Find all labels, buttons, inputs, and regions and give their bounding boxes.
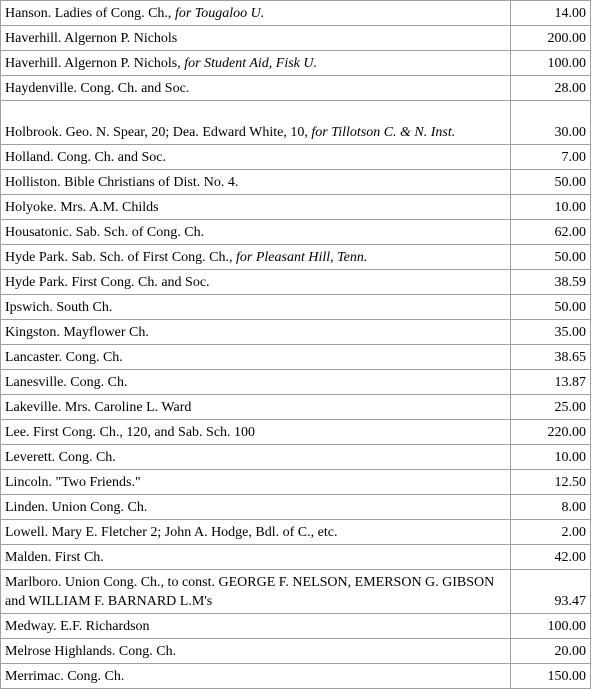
table-row	[1, 270, 591, 295]
table-row	[1, 545, 591, 570]
amount-text: 20.00	[554, 644, 586, 659]
donor-cell	[1, 639, 511, 664]
donor-text: Leverett. Cong. Ch.	[5, 450, 116, 465]
donor-cell	[1, 245, 511, 270]
donor-text: Lanesville. Cong. Ch.	[5, 375, 128, 390]
table-row	[1, 614, 591, 639]
amount-cell	[511, 395, 591, 420]
table-row	[1, 395, 591, 420]
amount-cell	[511, 614, 591, 639]
amount-cell	[511, 51, 591, 76]
donor-text: Merrimac. Cong. Ch.	[5, 669, 125, 684]
amount-cell	[511, 520, 591, 545]
table-row	[1, 1, 591, 26]
donor-cell	[1, 470, 511, 495]
donor-text: Marlboro. Union Cong. Ch., to const. GEORGE F. NELSON, EMERSON G. GIBSON and WILLIAM F. BARNARD L.M's	[5, 575, 495, 609]
amount-text: 93.47	[554, 594, 586, 609]
donor-text: Holliston. Bible Christians of Dist. No. 4.	[5, 175, 239, 190]
donor-cell	[1, 270, 511, 295]
donor-cell	[1, 395, 511, 420]
amount-text: 200.00	[547, 31, 586, 46]
donor-text: Holbrook. Geo. N. Spear, 20; Dea. Edward White, 10,	[5, 125, 312, 140]
amount-cell	[511, 1, 591, 26]
donor-cell	[1, 170, 511, 195]
donor-text: Holyoke. Mrs. A.M. Childs	[5, 200, 159, 215]
donor-cell	[1, 520, 511, 545]
table-row	[1, 195, 591, 220]
amount-text: 35.00	[554, 325, 586, 340]
amount-cell	[511, 345, 591, 370]
amount-cell	[511, 545, 591, 570]
amount-text: 13.87	[554, 375, 586, 390]
amount-text: 100.00	[547, 56, 586, 71]
amount-text: 25.00	[554, 400, 586, 415]
table-row	[1, 145, 591, 170]
amount-text: 7.00	[561, 150, 586, 165]
amount-text: 12.50	[554, 475, 586, 490]
amount-text: 38.65	[554, 350, 586, 365]
donor-text: Kingston. Mayflower Ch.	[5, 325, 149, 340]
amount-cell	[511, 445, 591, 470]
table-row	[1, 520, 591, 545]
table-row	[1, 26, 591, 51]
amount-cell	[511, 420, 591, 445]
donor-text: Medway. E.F. Richardson	[5, 619, 150, 634]
amount-text: 150.00	[547, 669, 586, 684]
donor-cell	[1, 370, 511, 395]
amount-cell	[511, 320, 591, 345]
donor-cell	[1, 664, 511, 689]
table-row	[1, 295, 591, 320]
table-row	[1, 245, 591, 270]
table-row	[1, 370, 591, 395]
designation-text: for Tillotson C. & N. Inst.	[311, 125, 456, 140]
amount-cell	[511, 639, 591, 664]
amount-cell	[511, 470, 591, 495]
donor-text: Haydenville. Cong. Ch. and Soc.	[5, 81, 190, 96]
amount-cell	[511, 170, 591, 195]
amount-cell	[511, 245, 591, 270]
donor-cell	[1, 145, 511, 170]
donor-text: Haverhill. Algernon P. Nichols,	[5, 56, 185, 71]
donor-text: Lakeville. Mrs. Caroline L. Ward	[5, 400, 192, 415]
amount-cell	[511, 101, 591, 145]
amount-text: 50.00	[554, 250, 586, 265]
donor-text: Hanson. Ladies of Cong. Ch.,	[5, 6, 175, 21]
amount-text: 28.00	[554, 81, 586, 96]
table-row	[1, 345, 591, 370]
amount-text: 50.00	[554, 175, 586, 190]
amount-cell	[511, 270, 591, 295]
table-row	[1, 664, 591, 689]
donor-text: Haverhill. Algernon P. Nichols	[5, 31, 178, 46]
amount-text: 30.00	[554, 125, 586, 140]
table-row	[1, 76, 591, 101]
amount-cell	[511, 195, 591, 220]
donor-text: Lowell. Mary E. Fletcher 2; John A. Hodge, Bdl. of C., etc.	[5, 525, 338, 540]
table-row	[1, 495, 591, 520]
amount-text: 10.00	[554, 200, 586, 215]
amount-cell	[511, 220, 591, 245]
amount-text: 50.00	[554, 300, 586, 315]
amount-cell	[511, 570, 591, 614]
donor-cell	[1, 76, 511, 101]
amount-cell	[511, 295, 591, 320]
donor-cell	[1, 51, 511, 76]
table-row	[1, 101, 591, 145]
donor-text: Hyde Park. First Cong. Ch. and Soc.	[5, 275, 210, 290]
designation-text: for Student Aid, Fisk U.	[184, 56, 317, 71]
donor-cell	[1, 101, 511, 145]
table-row	[1, 220, 591, 245]
table-row	[1, 420, 591, 445]
table-row	[1, 639, 591, 664]
designation-text: for Pleasant Hill, Tenn.	[236, 250, 368, 265]
table-row	[1, 570, 591, 614]
amount-cell	[511, 664, 591, 689]
donor-text: Housatonic. Sab. Sch. of Cong. Ch.	[5, 225, 205, 240]
donor-text: Lee. First Cong. Ch., 120, and Sab. Sch. 100	[5, 425, 256, 440]
amount-text: 10.00	[554, 450, 586, 465]
amount-text: 100.00	[547, 619, 586, 634]
table-row	[1, 470, 591, 495]
designation-text: for Tougaloo U.	[174, 6, 265, 21]
amount-cell	[511, 370, 591, 395]
donor-cell	[1, 1, 511, 26]
donor-cell	[1, 345, 511, 370]
amount-text: 8.00	[561, 500, 586, 515]
donor-cell	[1, 614, 511, 639]
donor-text: Hyde Park. Sab. Sch. of First Cong. Ch.,	[5, 250, 236, 265]
donor-text: Linden. Union Cong. Ch.	[5, 500, 148, 515]
donor-cell	[1, 495, 511, 520]
donor-text: Melrose Highlands. Cong. Ch.	[5, 644, 177, 659]
donor-text: Malden. First Ch.	[5, 550, 104, 565]
amount-cell	[511, 76, 591, 101]
amount-cell	[511, 26, 591, 51]
donor-text: Lincoln. "Two Friends."	[5, 475, 141, 490]
table-row	[1, 170, 591, 195]
amount-text: 42.00	[554, 550, 586, 565]
donor-cell	[1, 570, 511, 614]
donor-cell	[1, 320, 511, 345]
amount-text: 14.00	[554, 6, 586, 21]
donor-cell	[1, 26, 511, 51]
donor-cell	[1, 195, 511, 220]
amount-cell	[511, 145, 591, 170]
amount-text: 2.00	[561, 525, 586, 540]
donor-text: Holland. Cong. Ch. and Soc.	[5, 150, 166, 165]
amount-text: 62.00	[554, 225, 586, 240]
donor-cell	[1, 220, 511, 245]
donor-text: Ipswich. South Ch.	[5, 300, 113, 315]
amount-text: 220.00	[547, 425, 586, 440]
table-row	[1, 51, 591, 76]
donor-cell	[1, 420, 511, 445]
amount-text: 38.59	[554, 275, 586, 290]
donor-cell	[1, 295, 511, 320]
amount-cell	[511, 495, 591, 520]
donor-cell	[1, 545, 511, 570]
table-row	[1, 320, 591, 345]
donor-cell	[1, 445, 511, 470]
table-row	[1, 445, 591, 470]
donor-text: Lancaster. Cong. Ch.	[5, 350, 123, 365]
